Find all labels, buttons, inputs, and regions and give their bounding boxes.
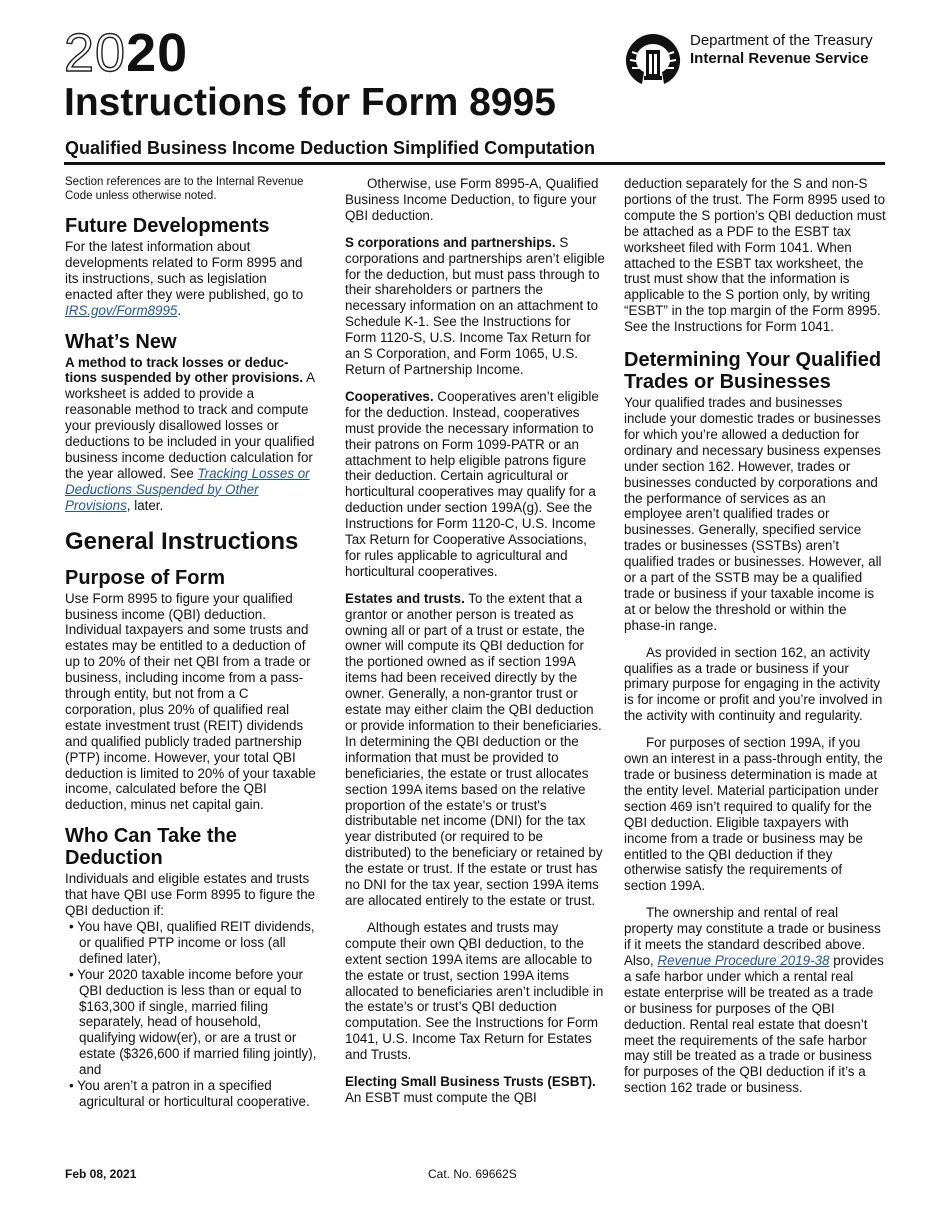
year-bold: 20 (126, 23, 189, 83)
agency-name: Department of the Treasury (690, 32, 873, 49)
page-subtitle: Qualified Business Income Deduction Simplified Computation (65, 138, 596, 158)
purpose-text: Use Form 8995 to figure your qualified business income (QBI) deduction. Individual taxpayers and some trusts and estates may be entitled to a deduction of up to 20% of their net QBI from a trade or business, including income from a pass-through entity, but not from a C corporation, plus 20% of qualified real estate investment trust (REIT) dividends and qualified publicly traded partnership (PTP) income. However, your total QBI deduction is limited to 20% of your taxable income, calculated before the QBI deduction, minus net capital gain. (65, 590, 316, 813)
revenue-procedure-link[interactable]: Revenue Procedure 2019-38 (657, 952, 830, 968)
cooperatives-paragraph: Cooperatives. Cooperatives aren’t eligible for the deduction. Instead, cooperatives must provide the necessary information to their patrons on Form 1099-PATR or an attachment to help eligible patrons figure their deduction. Certain agricultural or horticultural cooperatives may qualify for a deduction under section 199A(g). See the Instructions for Form 1120-C, U.S. Income Tax Return for Cooperative Associations, for rules applicable to agricultural and horticultural cooperatives. (345, 388, 599, 579)
column-1 (65, 176, 317, 1110)
whats-new-heading: What’s New (65, 330, 177, 353)
esbt-paragraph: Electing Small Business Trusts (ESBT). An ESBT must compute the QBI (345, 1074, 596, 1105)
footer-date: Feb 08, 2021 (65, 1167, 137, 1181)
determining-heading: Determining Your Qualified Trades or Businesses (624, 349, 882, 394)
form-year (64, 23, 189, 83)
future-developments-text: For the latest information about developments related to Form 8995 and its instructions, such as legislation enacted after they were published, go to IRS.gov/Form8995. (65, 239, 304, 318)
year-outline: 20 (64, 23, 127, 83)
future-developments-heading: Future Developments (65, 215, 270, 237)
irs-eagle-logo-icon (622, 32, 684, 86)
irs-form8995-link[interactable]: IRS.gov/Form8995 (65, 302, 178, 318)
who-can-take-heading: Who Can Take the Deduction (65, 825, 237, 870)
agency-block (622, 32, 873, 86)
estates-trusts-paragraph: Estates and trusts. To the extent that a grantor or another person is treated as owning all or part of a trust or estate, the owner will compute its QBI deduction for the portioned owned as if section 199A items had been received directly by the owner. Generally, a non-grantor trust or estate may either claim the QBI deduction or provide information to their beneficiaries. In determining the QBI deduction or the information that must be provided to beneficiaries, the estate or trust allocates section 199A items based on the relative proportion of the estate's or trust's distributable net income (DNI) for the tax year distributed (or required to be distributed) to the beneficiary or retained by the estate or trust. If the estate or trust has no DNI for the tax year, section 199A items are allocated entirely to the estate or trust. (345, 590, 603, 908)
title-rule (64, 162, 885, 165)
estates-trusts-paragraph-2: Although estates and trusts may compute their own QBI deduction, to the extent section 199A items are allocable to the estate or trust, section 199A items allocated to beneficiaries aren’t includible in the estate’s or trust’s QBI deduction computation. See the Instructions for Form 1041, U.S. Income Tax Return for Estates and Trusts. (345, 919, 604, 1063)
section-references: Section references are to the Internal Revenue Code unless otherwise noted. (65, 176, 304, 202)
purpose-heading: Purpose of Form (65, 566, 226, 589)
eligibility-bullet: • Your 2020 taxable income before your QBI deduction is less than or equal to $163,300 if single, married filing separately, head of household, qualifying widow(er), or are a trust or estate ($326,600 if married filing jointly), and (69, 966, 317, 1078)
column-2 (345, 176, 605, 1106)
determining-paragraph-3: For purposes of section 199A, if you own an interest in a pass-through entity, the trade or business determination is made at the entity level. Material participation under section 469 isn’t required to qualify for the QBI deduction. Eligible taxpayers with income from a trade or business may be entitled to the QBI deduction if they otherwise satisfy the requirements of section 199A. (624, 735, 883, 894)
esbt-continued: deduction separately for the S and non-S portions of the trust. The Form 8995 used to compute the S portion’s QBI deduction must be attached as a PDF to the ESBT tax worksheet filed with Form 1041. When attached to the ESBT tax worksheet, the trust must show that the information is applicable to the S portion only, by writing “ESBT” in the top margin of the Form 8995. See the Instructions for Form 1041. (624, 176, 886, 335)
whats-new-text: A method to track losses or deduc-tions suspended by other provisions. A worksheet is added to provide a reasonable method to track and compute your previously disallowed losses or deductions to be included in your qualified business income deduction calculation for the year allowed. See Tracking Losses or Deductions Suspended by Other Provisions, later. (65, 354, 315, 513)
who-can-take-text: Individuals and eligible estates and trusts that have QBI use Form 8995 to figure the QBI deduction if: (65, 871, 316, 919)
determining-paragraph-2: As provided in section 162, an activity qualifies as a trade or business if your primary purpose for engaging in the activity is for income or profit and you’re involved in the activity with continuity and regularity. (624, 644, 883, 724)
otherwise-text: Otherwise, use Form 8995-A, Qualified Business Income Deduction, to figure your QBI deduction. (345, 176, 599, 223)
determining-paragraph-1: Your qualified trades and businesses include your domestic trades or businesses for which you’re allowed a deduction for ordinary and necessary business expenses under section 162. However, trades or businesses conducted by corporations and the performance of services as an employee aren’t qualified trades or businesses. Generally, specified service trades or businesses (SSTBs) aren’t qualified trades or businesses. However, all or a part of the SSTB may be a qualified trade or business if your taxable income is at or below the threshold or within the phase-in range. (624, 395, 882, 633)
eligibility-bullet: • You have QBI, qualified REIT dividends, or qualified PTP income or loss (all defined later), (69, 919, 315, 966)
footer-cat-number: Cat. No. 69662S (428, 1167, 517, 1181)
eligibility-bullet: • You aren’t a patron in a specified agricultural or horticultural cooperative. (69, 1078, 310, 1109)
tracking-losses-link[interactable]: Tracking Losses or Deductions Suspended by Other Provisions (65, 465, 310, 513)
general-instructions-heading: General Instructions (65, 527, 299, 555)
determining-paragraph-4: The ownership and rental of real property may constitute a trade or business if it meets the standard described above. Also, Revenue Procedure 2019-38 provides a safe harbor under which a rental real estate enterprise will be treated as a trade or business for purposes of the QBI deduction. Rental real estate that doesn’t meet the requirements of the safe harbor may still be treated as a trade or business for purposes of the QBI deduction if it’s a section 162 trade or business. (624, 905, 884, 1096)
column-3 (624, 176, 886, 1096)
agency-service: Internal Revenue Service (690, 50, 869, 67)
s-corporations-paragraph: S corporations and partnerships. S corporations and partnerships aren’t eligible for the deduction, but must pass through to their shareholders or partners the necessary information on an attachment to Schedule K-1. See the Instructions for Form 1120-S, U.S. Income Tax Return for an S Corporation, and Form 1065, U.S. Return of Partnership Income. (345, 234, 605, 377)
page-title: Instructions for Form 8995 (64, 81, 556, 124)
